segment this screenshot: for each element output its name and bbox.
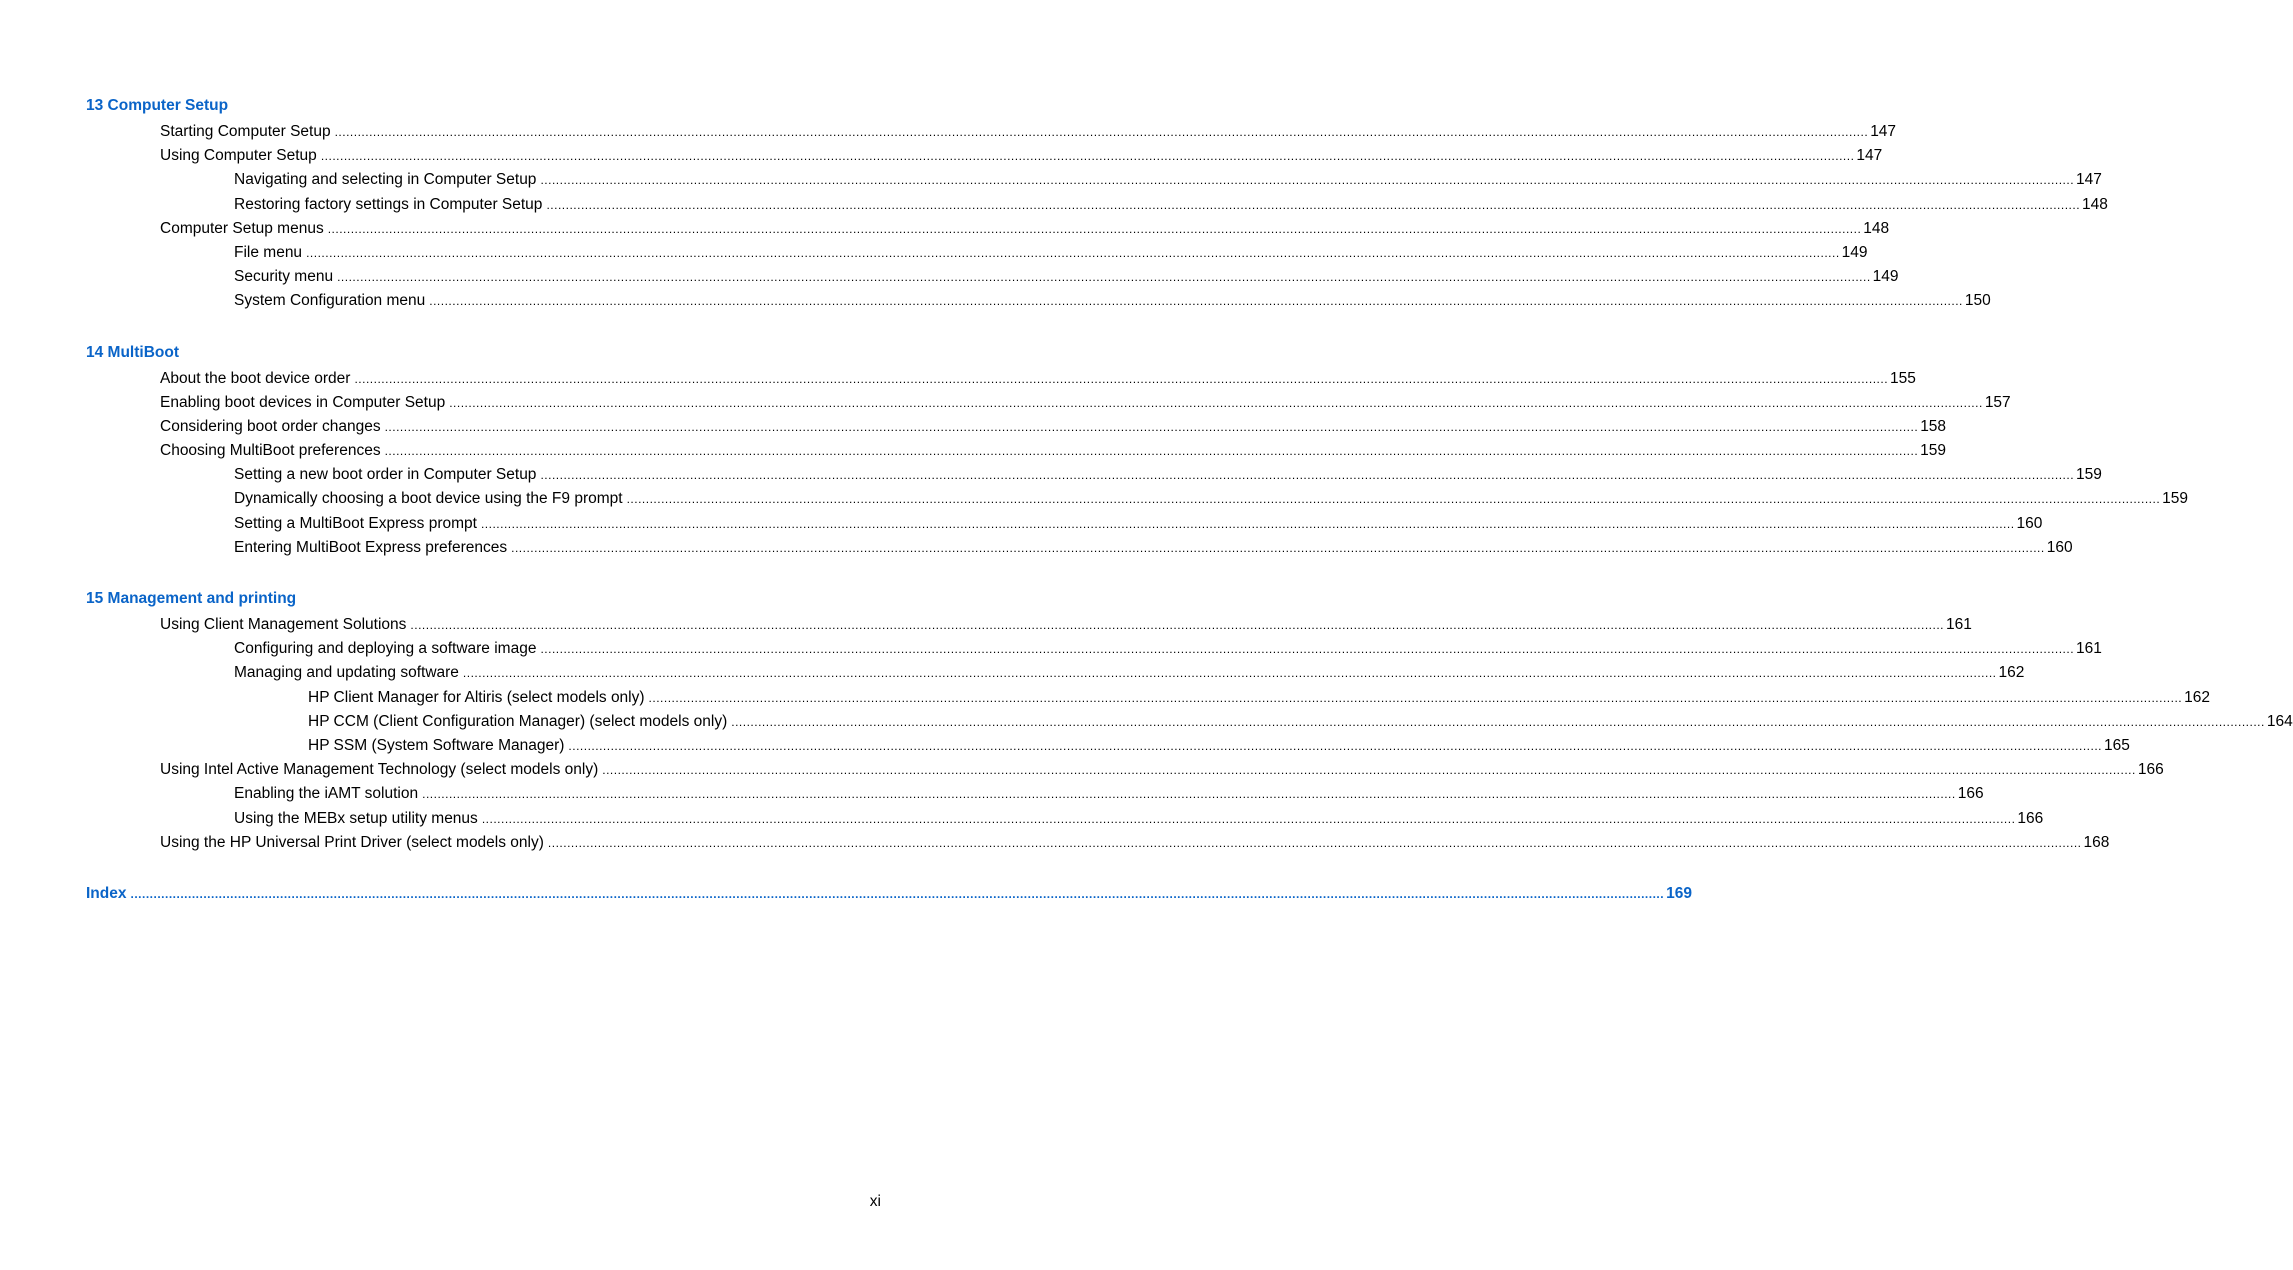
toc-entry-label: Managing and updating software <box>234 664 459 682</box>
toc-entry[interactable] <box>86 686 2211 710</box>
toc-entry[interactable] <box>86 367 1916 391</box>
chapter-list <box>86 96 2293 855</box>
toc-entry[interactable] <box>86 168 2102 192</box>
dot-leader: ................................................................................................................................................................................................................................................................................................................................................................................................................ <box>626 492 2161 507</box>
toc-entry-label: Entering MultiBoot Express preferences <box>234 538 508 556</box>
dot-leader: ................................................................................................................................................................................................................................................................................................................................................................................................................ <box>354 371 1889 386</box>
toc-entry-page: 150 <box>1964 292 1991 310</box>
toc-entry[interactable] <box>86 120 1897 144</box>
toc-entry-label: Using Intel Active Management Technology (select models only) <box>160 761 599 779</box>
toc-chapter <box>86 96 2108 314</box>
dot-leader: ................................................................................................................................................................................................................................................................................................................................................................................................................ <box>547 835 2082 850</box>
dot-leader: ................................................................................................................................................................................................................................................................................................................................................................................................................ <box>481 811 2016 826</box>
dot-leader: ................................................................................................................................................................................................................................................................................................................................................................................................................ <box>462 666 1997 681</box>
toc-entry-page: 168 <box>2083 833 2110 851</box>
page-number: xi <box>869 1193 881 1210</box>
toc-entry-label: Enabling the iAMT solution <box>234 785 419 803</box>
dot-leader: ................................................................................................................................................................................................................................................................................................................................................................................................................ <box>334 125 1869 139</box>
toc-entry[interactable] <box>86 265 1899 289</box>
toc-entry[interactable] <box>86 391 2011 415</box>
toc-entry-page: 147 <box>2076 171 2102 189</box>
toc-entry-page: 160 <box>2016 514 2043 532</box>
dot-leader: ................................................................................................................................................................................................................................................................................................................................................................................................................ <box>511 540 2045 555</box>
toc-entry[interactable] <box>86 831 2110 855</box>
toc-entry-label: Security menu <box>234 268 334 286</box>
toc-entry-label: Using the HP Universal Print Driver (select models only) <box>160 833 544 851</box>
dot-leader: ................................................................................................................................................................................................................................................................................................................................................................................................................ <box>568 738 2103 753</box>
dot-leader: ................................................................................................................................................................................................................................................................................................................................................................................................................ <box>449 395 1983 410</box>
toc-entry-label: Computer Setup menus <box>160 219 324 237</box>
toc-entry-label: Configuring and deploying a software image <box>234 640 537 658</box>
toc-entry-label: Setting a MultiBoot Express prompt <box>234 514 477 532</box>
toc-entry-label: HP SSM (System Software Manager) <box>308 736 565 754</box>
toc-entry-page: 147 <box>1856 147 1883 165</box>
toc-entry[interactable] <box>86 661 2025 685</box>
toc-entry[interactable] <box>86 613 1972 637</box>
dot-leader: ................................................................................................................................................................................................................................................................................................................................................................................................................ <box>384 444 1919 459</box>
toc-entry-page: 164 <box>2266 712 2293 730</box>
toc-entry-page: 147 <box>1870 123 1897 140</box>
toc-entry-page: 149 <box>1872 268 1899 286</box>
chapter-title[interactable]: 15 Management and printing <box>86 590 297 607</box>
toc-entry-label: Dynamically choosing a boot device using the F9 prompt <box>234 490 623 508</box>
toc-entry[interactable] <box>86 782 1984 806</box>
toc-entry[interactable] <box>86 463 2102 487</box>
table-of-contents <box>86 96 2293 908</box>
toc-entry[interactable] <box>86 710 2293 734</box>
toc-entry-page: 157 <box>1984 393 2011 411</box>
dot-leader: ................................................................................................................................................................................................................................................................................................................................................................................................................ <box>648 690 2183 705</box>
toc-entry-page: 159 <box>2162 490 2189 508</box>
toc-entry-page: 169 <box>1666 884 1692 902</box>
dot-leader: ................................................................................................................................................................................................................................................................................................................................................................................................................ <box>306 245 1840 260</box>
toc-entry-label: HP CCM (Client Configuration Manager) (select models only) <box>308 712 728 730</box>
toc-entry-page: 161 <box>2076 640 2102 658</box>
toc-entry-page: 165 <box>2104 736 2130 754</box>
toc-entry[interactable] <box>86 807 2044 831</box>
dot-leader: ................................................................................................................................................................................................................................................................................................................................................................................................................ <box>480 516 2015 531</box>
dot-leader: ................................................................................................................................................................................................................................................................................................................................................................................................................ <box>429 294 1963 309</box>
toc-entry[interactable] <box>86 241 1868 265</box>
toc-entry-page: 159 <box>2076 466 2102 484</box>
dot-leader: ................................................................................................................................................................................................................................................................................................................................................................................................................ <box>602 763 2136 778</box>
toc-entry-label: Navigating and selecting in Computer Setup <box>234 171 537 189</box>
toc-entry[interactable] <box>86 144 1883 168</box>
toc-index-entry[interactable] <box>86 884 1692 908</box>
toc-entry[interactable] <box>86 487 2189 511</box>
toc-entry-label: HP Client Manager for Altiris (select models only) <box>308 688 645 706</box>
toc-entry-page: 148 <box>1863 219 1890 237</box>
toc-entry[interactable] <box>86 439 1947 463</box>
toc-entry[interactable] <box>86 734 2130 758</box>
toc-entry-label: Using Client Management Solutions <box>160 616 407 633</box>
dot-leader: ................................................................................................................................................................................................................................................................................................................................................................................................................ <box>546 197 2081 212</box>
toc-chapter <box>86 343 2189 561</box>
dot-leader: ................................................................................................................................................................................................................................................................................................................................................................................................................ <box>540 468 2075 483</box>
toc-entry-page: 159 <box>1920 442 1947 460</box>
toc-entry-label: Considering boot order changes <box>160 417 381 435</box>
dot-leader: ................................................................................................................................................................................................................................................................................................................................................................................................................ <box>731 714 2265 729</box>
toc-entry-label: Starting Computer Setup <box>160 123 331 140</box>
toc-entry[interactable] <box>86 217 1890 241</box>
toc-entry-page: 158 <box>1920 417 1947 435</box>
toc-entry[interactable] <box>86 758 2164 782</box>
toc-entry[interactable] <box>86 193 2108 217</box>
toc-entry-page: 149 <box>1841 243 1868 261</box>
dot-leader: ................................................................................................................................................................................................................................................................................................................................................................................................................ <box>422 787 1956 802</box>
toc-entry-label: Setting a new boot order in Computer Setup <box>234 466 537 484</box>
toc-entry-page: 160 <box>2046 538 2073 556</box>
toc-entry[interactable] <box>86 415 1947 439</box>
dot-leader: ................................................................................................................................................................................................................................................................................................................................................................................................................ <box>410 618 1945 632</box>
toc-entry-page: 166 <box>2137 761 2164 779</box>
dot-leader: ................................................................................................................................................................................................................................................................................................................................................................................................................ <box>337 270 1871 285</box>
dot-leader: ................................................................................................................................................................................................................................................................................................................................................................................................................ <box>540 642 2075 657</box>
toc-entry-label: System Configuration menu <box>234 292 426 310</box>
toc-entry-page: 155 <box>1890 369 1916 387</box>
toc-entry-page: 162 <box>2184 688 2211 706</box>
toc-entry[interactable] <box>86 289 1991 313</box>
toc-entry-label: Using the MEBx setup utility menus <box>234 809 478 827</box>
toc-entry-page: 166 <box>1957 785 1984 803</box>
toc-entry-label: File menu <box>234 243 303 261</box>
dot-leader: ................................................................................................................................................................................................................................................................................................................................................................................................................ <box>384 419 1919 434</box>
toc-entry-page: 148 <box>2082 195 2108 213</box>
toc-entry[interactable] <box>86 536 2073 560</box>
toc-entry-label: Choosing MultiBoot preferences <box>160 442 381 460</box>
chapter-title[interactable]: 14 MultiBoot <box>86 343 179 361</box>
toc-entry-label: Enabling boot devices in Computer Setup <box>160 393 446 411</box>
toc-entry-page: 166 <box>2017 809 2044 827</box>
dot-leader: ................................................................................................................................................................................................................................................................................................................................................................................................................ <box>540 173 2075 188</box>
toc-entry-label: Index <box>86 884 127 902</box>
dot-leader: ................................................................................................................................................................................................................................................................................................................................................................................................................ <box>327 221 1862 236</box>
dot-leader: ................................................................................................................................................................................................................................................................................................................................................................................................................ <box>130 886 1665 901</box>
toc-entry-page: 161 <box>1946 616 1972 633</box>
toc-entry[interactable] <box>86 512 2043 536</box>
toc-entry-label: Restoring factory settings in Computer Setup <box>234 195 543 213</box>
toc-chapter <box>86 589 2293 855</box>
toc-entry-label: Using Computer Setup <box>160 147 317 165</box>
toc-entry-page: 162 <box>1998 664 2025 682</box>
toc-entry-label: About the boot device order <box>160 369 351 387</box>
dot-leader: ................................................................................................................................................................................................................................................................................................................................................................................................................ <box>320 149 1855 164</box>
chapter-title[interactable]: 13 Computer Setup <box>86 97 229 114</box>
toc-entry[interactable] <box>86 637 2102 661</box>
